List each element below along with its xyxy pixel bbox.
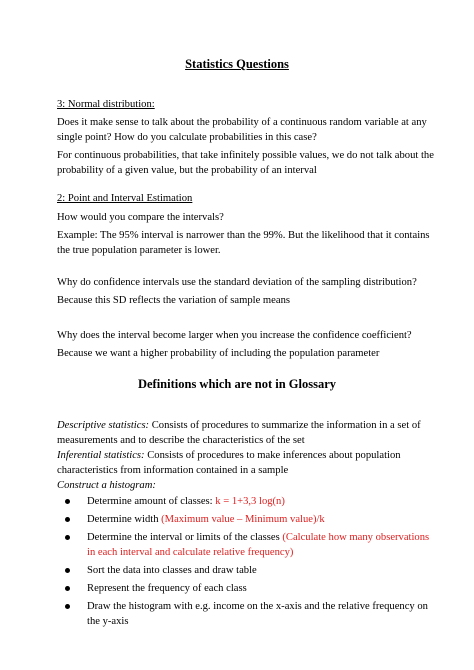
list-item: Determine width (Maximum value – Minimum value)/k — [57, 512, 437, 527]
definition-inferential — [57, 448, 437, 478]
definition-descriptive — [57, 418, 437, 448]
question-standard-deviation: Why do confidence intervals use the standard deviation of the sampling distribution? — [57, 277, 417, 288]
formula-width: (Maximum value – Minimum value)/k — [161, 514, 325, 525]
formula-classes: k = 1+3,3 log(n) — [215, 496, 285, 507]
question-continuous-probability: Does it make sense to talk about the probability of a continuous random variable at any single point? How do you calculate probabilities in this case? — [57, 117, 427, 143]
section-heading-normal-distribution: 3: Normal distribution: — [57, 99, 155, 110]
term-inferential: Inferential statistics: — [57, 450, 145, 461]
bullet-icon — [65, 604, 70, 609]
question-compare-intervals: How would you compare the intervals? — [57, 212, 224, 223]
term-descriptive: Descriptive statistics: — [57, 420, 150, 431]
bullet-icon — [65, 517, 70, 522]
bullet-icon — [65, 535, 70, 540]
page-title: Statistics Questions — [185, 57, 289, 71]
definitions-heading: Definitions which are not in Glossary — [137, 377, 337, 391]
answer-compare-intervals: Example: The 95% interval is narrower than the 99%. But the likelihood that it contains the true population parameter is lower. — [57, 230, 430, 256]
text-inferential: Consists of procedures to make inferences about population characteristics from information contained in a sample — [57, 450, 401, 476]
list-item: Sort the data into classes and draw table — [57, 563, 437, 578]
list-item: Draw the histogram with e.g. income on the x-axis and the relative frequency on the y-axis — [57, 599, 437, 629]
answer-standard-deviation: Because this SD reflects the variation of sample means — [57, 295, 290, 306]
list-item: Determine the interval or limits of the classes (Calculate how many observations in each interval and calculate relative frequency) — [57, 530, 437, 560]
question-interval-larger: Why does the interval become larger when you increase the confidence coefficient? — [57, 330, 412, 341]
answer-continuous-probability: For continuous probabilities, that take infinitely possible values, we do not talk about the probability of a given value, but the probability of an interval — [57, 150, 434, 176]
answer-interval-larger: Because we want a higher probability of including the population parameter — [57, 348, 380, 359]
bullet-icon — [65, 586, 70, 591]
list-item: Determine amount of classes: k = 1+3,3 log(n) — [57, 494, 437, 509]
note-interval-limits: (Calculate how many observations in each interval and calculate relative frequency) — [87, 532, 430, 558]
list-item: Represent the frequency of each class — [57, 581, 437, 596]
histogram-heading: Construct a histogram: — [57, 480, 156, 491]
section-heading-interval-estimation: 2: Point and Interval Estimation — [57, 193, 193, 204]
bullet-icon — [65, 499, 70, 504]
text-descriptive: Consists of procedures to summarize the information in a set of measurements and to describe the characteristics of the set — [57, 420, 421, 446]
bullet-icon — [65, 568, 70, 573]
